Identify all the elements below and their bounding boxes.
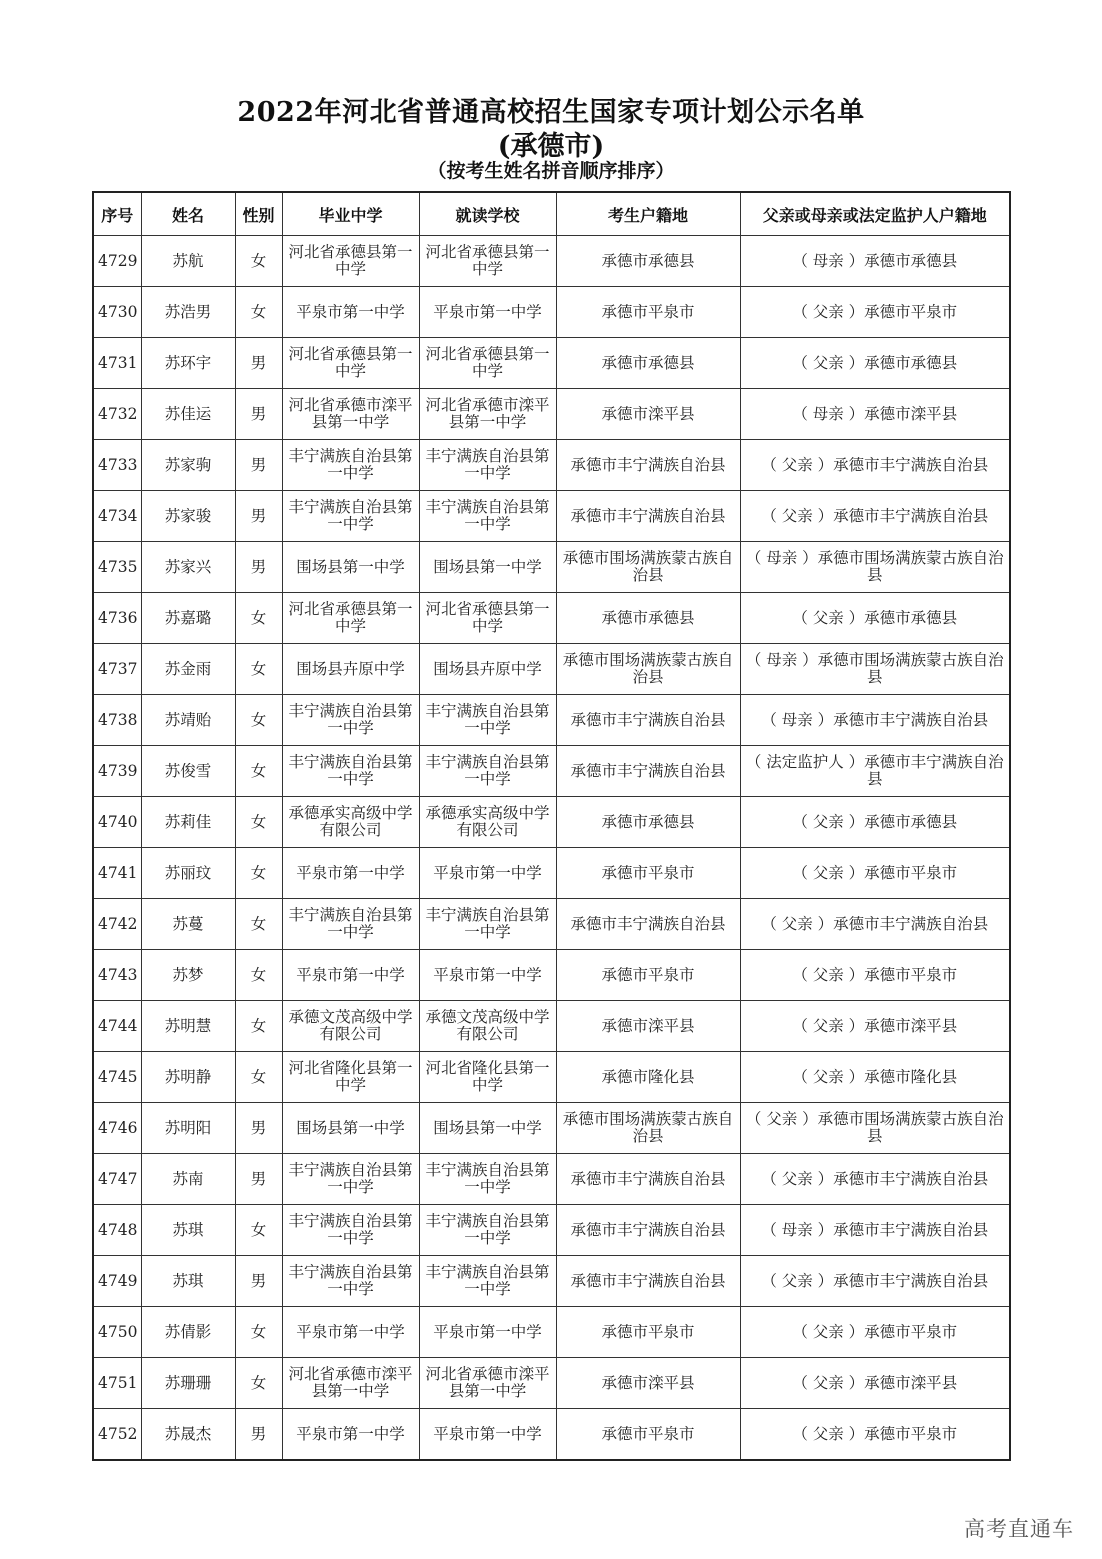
cell-current-school: 承德承实高级中学有限公司 [419, 797, 556, 848]
cell-graduated-school: 平泉市第一中学 [282, 1307, 419, 1358]
cell-name: 苏珊珊 [141, 1358, 235, 1409]
table-row [93, 797, 1010, 848]
cell-graduated-school: 河北省隆化县第一中学 [282, 1052, 419, 1103]
cell-guardian-hukou: （ 父亲 ）承德市滦平县 [740, 1001, 1010, 1052]
col-header-seq: 序号 [93, 192, 141, 236]
cell-gender: 女 [235, 1307, 282, 1358]
cell-student-hukou: 承德市围场满族蒙古族自治县 [556, 542, 740, 593]
cell-gender: 女 [235, 848, 282, 899]
cell-gender: 女 [235, 746, 282, 797]
col-header-name: 姓名 [141, 192, 235, 236]
cell-student-hukou: 承德市承德县 [556, 236, 740, 287]
cell-graduated-school: 丰宁满族自治县第一中学 [282, 746, 419, 797]
table-row [93, 1307, 1010, 1358]
cell-guardian-hukou: （ 母亲 ）承德市滦平县 [740, 389, 1010, 440]
cell-graduated-school: 丰宁满族自治县第一中学 [282, 695, 419, 746]
cell-seq: 4747 [93, 1154, 141, 1205]
cell-gender: 男 [235, 1103, 282, 1154]
col-header-current-school: 就读学校 [419, 192, 556, 236]
cell-name: 苏家驹 [141, 440, 235, 491]
cell-seq: 4729 [93, 236, 141, 287]
table-row [93, 1256, 1010, 1307]
table-row [93, 287, 1010, 338]
cell-name: 苏浩男 [141, 287, 235, 338]
cell-seq: 4734 [93, 491, 141, 542]
cell-student-hukou: 承德市丰宁满族自治县 [556, 695, 740, 746]
cell-graduated-school: 平泉市第一中学 [282, 287, 419, 338]
cell-guardian-hukou: （ 法定监护人 ）承德市丰宁满族自治县 [740, 746, 1010, 797]
cell-seq: 4746 [93, 1103, 141, 1154]
cell-current-school: 平泉市第一中学 [419, 950, 556, 1001]
cell-student-hukou: 承德市滦平县 [556, 1001, 740, 1052]
page-subtitle-sort-note: （按考生姓名拼音顺序排序） [427, 160, 675, 182]
table-row [93, 899, 1010, 950]
cell-student-hukou: 承德市承德县 [556, 797, 740, 848]
cell-gender: 女 [235, 287, 282, 338]
cell-current-school: 围场县第一中学 [419, 1103, 556, 1154]
cell-student-hukou: 承德市平泉市 [556, 287, 740, 338]
cell-current-school: 河北省承德市滦平县第一中学 [419, 1358, 556, 1409]
cell-gender: 男 [235, 1154, 282, 1205]
cell-student-hukou: 承德市滦平县 [556, 389, 740, 440]
cell-student-hukou: 承德市承德县 [556, 593, 740, 644]
cell-seq: 4733 [93, 440, 141, 491]
cell-guardian-hukou: （ 父亲 ）承德市丰宁满族自治县 [740, 440, 1010, 491]
table-row [93, 338, 1010, 389]
cell-seq: 4741 [93, 848, 141, 899]
cell-graduated-school: 承德承实高级中学有限公司 [282, 797, 419, 848]
cell-graduated-school: 围场县第一中学 [282, 1103, 419, 1154]
cell-student-hukou: 承德市平泉市 [556, 950, 740, 1001]
cell-guardian-hukou: （ 父亲 ）承德市平泉市 [740, 1409, 1010, 1461]
table-row [93, 440, 1010, 491]
cell-student-hukou: 承德市承德县 [556, 338, 740, 389]
cell-seq: 4735 [93, 542, 141, 593]
cell-gender: 男 [235, 338, 282, 389]
cell-graduated-school: 河北省承德市滦平县第一中学 [282, 389, 419, 440]
cell-name: 苏琪 [141, 1256, 235, 1307]
cell-graduated-school: 平泉市第一中学 [282, 950, 419, 1001]
roster-table [92, 191, 1011, 1461]
cell-name: 苏丽玟 [141, 848, 235, 899]
cell-seq: 4744 [93, 1001, 141, 1052]
cell-student-hukou: 承德市丰宁满族自治县 [556, 746, 740, 797]
cell-seq: 4738 [93, 695, 141, 746]
cell-guardian-hukou: （ 母亲 ）承德市丰宁满族自治县 [740, 1205, 1010, 1256]
cell-gender: 女 [235, 593, 282, 644]
col-header-graduated-school: 毕业中学 [282, 192, 419, 236]
table-row [93, 389, 1010, 440]
cell-name: 苏佳运 [141, 389, 235, 440]
table-row [93, 950, 1010, 1001]
cell-gender: 女 [235, 1205, 282, 1256]
cell-name: 苏嘉璐 [141, 593, 235, 644]
cell-seq: 4742 [93, 899, 141, 950]
cell-current-school: 平泉市第一中学 [419, 1409, 556, 1461]
page-subtitle-city: (承德市) [497, 131, 605, 162]
cell-gender: 女 [235, 899, 282, 950]
cell-graduated-school: 丰宁满族自治县第一中学 [282, 491, 419, 542]
cell-current-school: 丰宁满族自治县第一中学 [419, 899, 556, 950]
cell-name: 苏南 [141, 1154, 235, 1205]
cell-current-school: 平泉市第一中学 [419, 287, 556, 338]
cell-student-hukou: 承德市丰宁满族自治县 [556, 1154, 740, 1205]
cell-guardian-hukou: （ 母亲 ）承德市丰宁满族自治县 [740, 695, 1010, 746]
cell-gender: 女 [235, 950, 282, 1001]
cell-gender: 男 [235, 1256, 282, 1307]
watermark: 高考直通车 [964, 1517, 1074, 1541]
table-row [93, 491, 1010, 542]
cell-guardian-hukou: （ 父亲 ）承德市承德县 [740, 593, 1010, 644]
roster-body [93, 236, 1010, 1461]
cell-current-school: 河北省承德县第一中学 [419, 338, 556, 389]
cell-student-hukou: 承德市平泉市 [556, 1409, 740, 1461]
cell-guardian-hukou: （ 父亲 ）承德市平泉市 [740, 1307, 1010, 1358]
cell-seq: 4752 [93, 1409, 141, 1461]
cell-seq: 4750 [93, 1307, 141, 1358]
cell-current-school: 平泉市第一中学 [419, 1307, 556, 1358]
cell-seq: 4740 [93, 797, 141, 848]
cell-gender: 女 [235, 1358, 282, 1409]
table-row [93, 644, 1010, 695]
cell-current-school: 平泉市第一中学 [419, 848, 556, 899]
cell-current-school: 河北省承德县第一中学 [419, 236, 556, 287]
cell-student-hukou: 承德市平泉市 [556, 1307, 740, 1358]
table-row [93, 1205, 1010, 1256]
cell-name: 苏靖贻 [141, 695, 235, 746]
table-row [93, 542, 1010, 593]
cell-current-school: 丰宁满族自治县第一中学 [419, 1205, 556, 1256]
table-row [93, 1052, 1010, 1103]
cell-current-school: 河北省承德县第一中学 [419, 593, 556, 644]
cell-name: 苏金雨 [141, 644, 235, 695]
cell-name: 苏梦 [141, 950, 235, 1001]
cell-graduated-school: 丰宁满族自治县第一中学 [282, 1205, 419, 1256]
cell-gender: 男 [235, 542, 282, 593]
cell-current-school: 承德文茂高级中学有限公司 [419, 1001, 556, 1052]
table-row [93, 1001, 1010, 1052]
cell-guardian-hukou: （ 父亲 ）承德市丰宁满族自治县 [740, 1154, 1010, 1205]
cell-current-school: 丰宁满族自治县第一中学 [419, 1154, 556, 1205]
cell-gender: 女 [235, 644, 282, 695]
cell-student-hukou: 承德市滦平县 [556, 1358, 740, 1409]
cell-seq: 4732 [93, 389, 141, 440]
cell-seq: 4730 [93, 287, 141, 338]
cell-graduated-school: 承德文茂高级中学有限公司 [282, 1001, 419, 1052]
cell-name: 苏明静 [141, 1052, 235, 1103]
cell-graduated-school: 丰宁满族自治县第一中学 [282, 899, 419, 950]
table-row [93, 593, 1010, 644]
cell-name: 苏航 [141, 236, 235, 287]
cell-graduated-school: 丰宁满族自治县第一中学 [282, 1256, 419, 1307]
cell-name: 苏家骏 [141, 491, 235, 542]
cell-guardian-hukou: （ 母亲 ）承德市承德县 [740, 236, 1010, 287]
cell-gender: 女 [235, 236, 282, 287]
table-row [93, 1358, 1010, 1409]
cell-seq: 4737 [93, 644, 141, 695]
table-row [93, 848, 1010, 899]
cell-graduated-school: 河北省承德县第一中学 [282, 338, 419, 389]
cell-name: 苏明阳 [141, 1103, 235, 1154]
table-row [93, 236, 1010, 287]
cell-graduated-school: 围场县第一中学 [282, 542, 419, 593]
cell-gender: 女 [235, 1001, 282, 1052]
cell-graduated-school: 丰宁满族自治县第一中学 [282, 1154, 419, 1205]
cell-gender: 女 [235, 797, 282, 848]
cell-name: 苏莉佳 [141, 797, 235, 848]
cell-name: 苏蔓 [141, 899, 235, 950]
cell-guardian-hukou: （ 父亲 ）承德市丰宁满族自治县 [740, 1256, 1010, 1307]
cell-guardian-hukou: （ 父亲 ）承德市承德县 [740, 797, 1010, 848]
cell-gender: 男 [235, 389, 282, 440]
cell-gender: 男 [235, 1409, 282, 1461]
cell-guardian-hukou: （ 父亲 ）承德市平泉市 [740, 848, 1010, 899]
cell-guardian-hukou: （ 父亲 ）承德市平泉市 [740, 287, 1010, 338]
cell-gender: 女 [235, 695, 282, 746]
cell-student-hukou: 承德市丰宁满族自治县 [556, 440, 740, 491]
cell-student-hukou: 承德市丰宁满族自治县 [556, 899, 740, 950]
col-header-student-hukou: 考生户籍地 [556, 192, 740, 236]
cell-guardian-hukou: （ 父亲 ）承德市丰宁满族自治县 [740, 491, 1010, 542]
cell-student-hukou: 承德市隆化县 [556, 1052, 740, 1103]
cell-guardian-hukou: （ 父亲 ）承德市丰宁满族自治县 [740, 899, 1010, 950]
cell-name: 苏环宇 [141, 338, 235, 389]
cell-current-school: 河北省承德市滦平县第一中学 [419, 389, 556, 440]
cell-name: 苏明慧 [141, 1001, 235, 1052]
cell-name: 苏俊雪 [141, 746, 235, 797]
table-row [93, 746, 1010, 797]
cell-guardian-hukou: （ 母亲 ）承德市围场满族蒙古族自治县 [740, 644, 1010, 695]
cell-seq: 4743 [93, 950, 141, 1001]
cell-graduated-school: 平泉市第一中学 [282, 848, 419, 899]
cell-student-hukou: 承德市围场满族蒙古族自治县 [556, 1103, 740, 1154]
cell-guardian-hukou: （ 父亲 ）承德市承德县 [740, 338, 1010, 389]
cell-name: 苏家兴 [141, 542, 235, 593]
cell-seq: 4736 [93, 593, 141, 644]
cell-graduated-school: 河北省承德县第一中学 [282, 236, 419, 287]
table-row [93, 695, 1010, 746]
cell-gender: 男 [235, 440, 282, 491]
cell-student-hukou: 承德市平泉市 [556, 848, 740, 899]
cell-gender: 女 [235, 1052, 282, 1103]
cell-current-school: 围场县第一中学 [419, 542, 556, 593]
cell-student-hukou: 承德市丰宁满族自治县 [556, 1205, 740, 1256]
cell-current-school: 河北省隆化县第一中学 [419, 1052, 556, 1103]
table-row [93, 1154, 1010, 1205]
cell-seq: 4739 [93, 746, 141, 797]
cell-seq: 4731 [93, 338, 141, 389]
cell-seq: 4745 [93, 1052, 141, 1103]
cell-guardian-hukou: （ 父亲 ）承德市围场满族蒙古族自治县 [740, 1103, 1010, 1154]
col-header-guardian-hukou: 父亲或母亲或法定监护人户籍地 [740, 192, 1010, 236]
cell-graduated-school: 丰宁满族自治县第一中学 [282, 440, 419, 491]
cell-graduated-school: 围场县卉原中学 [282, 644, 419, 695]
cell-guardian-hukou: （ 父亲 ）承德市平泉市 [740, 950, 1010, 1001]
cell-student-hukou: 承德市丰宁满族自治县 [556, 1256, 740, 1307]
cell-guardian-hukou: （ 母亲 ）承德市围场满族蒙古族自治县 [740, 542, 1010, 593]
cell-name: 苏倩影 [141, 1307, 235, 1358]
table-row [93, 1409, 1010, 1461]
cell-graduated-school: 平泉市第一中学 [282, 1409, 419, 1461]
cell-graduated-school: 河北省承德县第一中学 [282, 593, 419, 644]
cell-seq: 4749 [93, 1256, 141, 1307]
cell-current-school: 丰宁满族自治县第一中学 [419, 440, 556, 491]
cell-current-school: 围场县卉原中学 [419, 644, 556, 695]
table-row [93, 1103, 1010, 1154]
cell-gender: 男 [235, 491, 282, 542]
cell-student-hukou: 承德市丰宁满族自治县 [556, 491, 740, 542]
cell-current-school: 丰宁满族自治县第一中学 [419, 491, 556, 542]
cell-current-school: 丰宁满族自治县第一中学 [419, 1256, 556, 1307]
cell-name: 苏晟杰 [141, 1409, 235, 1461]
cell-seq: 4751 [93, 1358, 141, 1409]
cell-current-school: 丰宁满族自治县第一中学 [419, 746, 556, 797]
cell-graduated-school: 河北省承德市滦平县第一中学 [282, 1358, 419, 1409]
cell-current-school: 丰宁满族自治县第一中学 [419, 695, 556, 746]
cell-seq: 4748 [93, 1205, 141, 1256]
cell-guardian-hukou: （ 父亲 ）承德市滦平县 [740, 1358, 1010, 1409]
table-header-row [93, 192, 1010, 236]
page-title: 2022年河北省普通高校招生国家专项计划公示名单 [237, 97, 865, 128]
cell-student-hukou: 承德市围场满族蒙古族自治县 [556, 644, 740, 695]
cell-name: 苏琪 [141, 1205, 235, 1256]
col-header-gender: 性别 [235, 192, 282, 236]
cell-guardian-hukou: （ 父亲 ）承德市隆化县 [740, 1052, 1010, 1103]
